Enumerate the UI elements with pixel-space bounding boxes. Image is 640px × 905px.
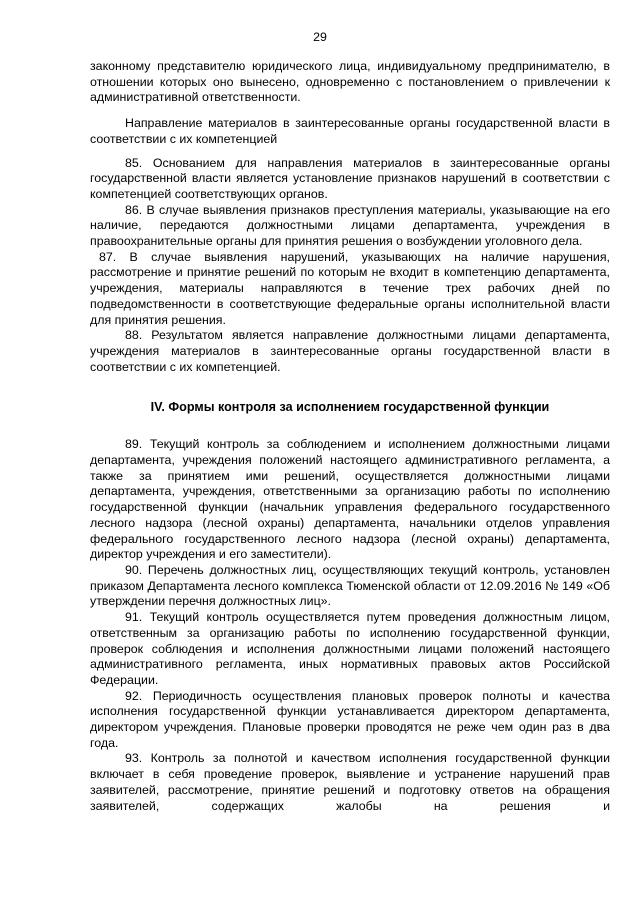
paragraph-92: 92. Периодичность осуществления плановых проверок полноты и качества исполнения государственной функции устанавливается директором департамента, директором учреждения. Плановые проверки проводятся не реже чем один раз в два года. — [90, 688, 610, 750]
page-number: 29 — [313, 30, 327, 44]
paragraph-86: 86. В случае выявления признаков преступления материалы, указывающие на его наличие, передаются должностными лицами департамента, учреждения в правоохранительные органы для принятия решения о возбуждении уголовного дела. — [90, 202, 610, 249]
paragraph-93: 93. Контроль за полнотой и качеством исполнения государственной функции включает в себя проведение проверок, выявление и устранение нарушений прав заявителей, рассмотрение, принятие решений и подготовку ответов на обращения заявителей, содержащих жалобы на решения и — [90, 751, 610, 813]
paragraph-85: 85. Основанием для направления материалов в заинтересованные органы государственной власти является установление признаков нарушений в соответствии с компетенцией соответствующих органов. — [90, 155, 610, 201]
paragraph-87: 87. В случае выявления нарушений, указывающих на наличие нарушения, рассмотрение и принятие решений по которым не входит в компетенцию департамента, учреждения, материалы направляются в течение трех рабочих дней по подведомственности в соответствующие федеральные органы исполнительной власти для принятия решения. — [90, 249, 610, 327]
document-body — [90, 59, 610, 814]
paragraph-88: 88. Результатом является направление должностными лицами департамента, учреждения материалов в заинтересованные органы государственной власти в соответствии с их компетенцией. — [90, 328, 610, 374]
paragraph-continuation: законному представителю юридического лица, индивидуальному предпринимателю, в отношении которых оно вынесено, одновременно с постановлением о привлечении к административной ответственности. — [90, 59, 610, 105]
subsection-title: Направление материалов в заинтересованные органы государственной власти в соответствии с их компетенцией — [90, 116, 610, 146]
paragraph-90: 90. Перечень должностных лиц, осуществляющих текущий контроль, установлен приказом Департамента лесного комплекса Тюменской области от 12.09.2016 № 149 «Об утверждении перечня должностных лиц». — [90, 562, 610, 609]
paragraph-91: 91. Текущий контроль осуществляется путем проведения должностным лицом, ответственным за организацию работы по исполнению государственной функции, проверок соблюдения и исполнения должностными лицами положений настоящего административного регламента, иных нормативных правовых актов Российской Федерации. — [90, 610, 610, 687]
section-heading: IV. Формы контроля за исполнением государственной функции — [150, 400, 550, 415]
paragraph-89: 89. Текущий контроль за соблюдением и исполнением должностными лицами департамента, учреждения положений настоящего административного регламента, а также за принятием ими решений, осуществляется должностными лицами департамента, учреждения, ответственными за организацию работы по исполнению государственной функции (начальник управления федерального государственного лесного надзора (лесной охраны) департамента, начальники отделов управления федерального государственного лесного надзора (лесной охраны) департамента, директор учреждения и его заместители). — [90, 437, 610, 562]
